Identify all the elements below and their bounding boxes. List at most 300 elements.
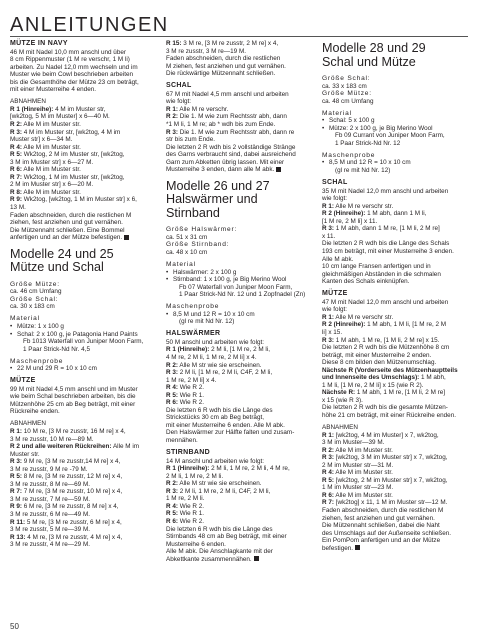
row-text: 1 M abh, 1 M re, [1 M li, 2 M re]: [355, 389, 446, 397]
size-label: Größe Schal:: [10, 295, 59, 303]
subheading-abnahmen: ABNAHMEN: [322, 424, 358, 432]
material-text: Halswärmer: 2 x 100 g: [173, 268, 237, 276]
row-instruction-cont: 3 M re zusstr, 3 M re—19 M.: [166, 47, 247, 55]
row-instruction: [166, 510, 314, 518]
size-label: Größe Stirnband:: [166, 241, 230, 249]
row-instruction: [322, 314, 472, 322]
row-label: R 2 und alle weiteren Rückreihen:: [10, 443, 112, 451]
row-text: Wie R 2.: [177, 502, 205, 510]
material-item-cont: Fb 07 Waterfall von Juniper Moon Farm,: [179, 283, 293, 291]
row-instruction-cont: 3 M re zusstr, 8 M re—69 M.: [10, 480, 91, 488]
row-instruction-cont: Muster str] x 6—34 M.: [10, 136, 73, 144]
size-value: ca. 51 x 31 cm: [166, 233, 208, 241]
row-text: 6 M re, [3 M re zusstr, 8 M re] x 4,: [21, 503, 119, 511]
gauge-label: Maschenprobe: [166, 303, 220, 311]
row-instruction: [166, 503, 314, 511]
text-line: arbeiten. Zu Nadel 12,0 mm wechseln und im: [10, 63, 138, 71]
text-line: Die Mützennaht schließen, dabei die Naht: [322, 522, 440, 530]
row-label: R 2 (Hinreihe):: [322, 321, 366, 329]
row-text: Alle M im Muster str.: [333, 446, 393, 454]
row-label: R 9:: [10, 196, 22, 204]
row-instruction: [10, 503, 158, 511]
row-instruction: [166, 488, 314, 496]
text-line: Ein PomPom anfertigen und an der Mütze: [322, 537, 441, 545]
row-label: R 4:: [166, 384, 178, 392]
row-instruction: [322, 321, 472, 329]
material-item-cont: Fb 1013 Waterfall von Juniper Moon Farm,: [23, 338, 144, 346]
row-text: Wie R 1.: [177, 391, 205, 399]
row-instruction-cont: 3 M re zusstr, 7 M re—59 M.: [10, 495, 91, 503]
size-value: ca. 48 cm Umfang: [322, 97, 374, 105]
row-instruction-cont: Muster str.: [10, 450, 40, 458]
row-text: Die 1. M wie zum Rechtsstr abh, dann: [177, 113, 287, 121]
bullet-icon: •: [166, 268, 169, 276]
section-title-schal: SCHAL: [166, 82, 192, 90]
row-instruction: [10, 189, 158, 197]
text-line: 99 M mit Nadel 4,5 mm anschl und im Muster: [10, 385, 138, 393]
row-instruction: [166, 40, 314, 48]
section-title-halswaermer: HALSWÄRMER: [166, 330, 221, 338]
row-text: 1 M abh, 1 M li, [1 M re, 2 M: [365, 321, 447, 329]
text-line: 47 M mit Nadel 12,0 mm anschl und arbeiten: [322, 298, 449, 306]
model-heading-line: Modelle 28 und 29: [322, 41, 426, 55]
text-line: mennähen.: [166, 437, 198, 445]
row-label: R 4:: [10, 143, 22, 151]
row-label: R 2:: [322, 446, 334, 454]
row-label: R 7:: [10, 488, 22, 496]
material-text: Schal: 5 x 100 g: [329, 117, 375, 125]
text-line: ziehen, fest anziehen und gut vernähen.: [10, 219, 123, 227]
size-label: Größe Mütze:: [322, 90, 372, 98]
row-text: 2 M li, [1 M re, 2 M li,: [209, 346, 270, 354]
row-label: R 13:: [10, 533, 26, 541]
text-line: Die Mützennaht schließen. Eine Bommel: [10, 226, 125, 234]
size-label: Größe Schal:: [322, 75, 371, 82]
row-instruction: [10, 121, 158, 129]
material-label: Material: [322, 109, 352, 117]
text-line: gleichmäßigen Abständen in die schmalen: [322, 270, 441, 278]
row-label: R 5:: [10, 151, 22, 159]
row-instruction: [166, 369, 314, 377]
material-item-cont: 1 Paar Strick-Nd Nr. 12: [335, 139, 401, 147]
row-label: R 1 (Hinreihe):: [166, 346, 210, 354]
row-text: Wie R 2.: [177, 399, 205, 407]
text-line: 14 M anschl und arbeiten wie folgt:: [166, 457, 265, 465]
size-value: ca. 46 cm Umfang: [10, 288, 62, 296]
model-heading-24-25: [10, 248, 158, 275]
bullet-icon: •: [166, 310, 169, 318]
row-label: R 3:: [10, 458, 22, 466]
row-instruction-cont: 1 M im Muster str—23 M.: [322, 484, 394, 492]
row-instruction-cont: 2 M im Muster str] x 6—20 M.: [10, 181, 94, 189]
text-line-content: anfertigen und an der Mütze befestigen.: [10, 234, 123, 242]
end-square-icon: [254, 556, 259, 561]
row-label: R 7:: [322, 499, 334, 507]
text-line: Mützenhöhe 25 cm ab Beg beträgt, mit einer: [10, 400, 136, 408]
row-instruction-cont: [wk2tog, 5 M im Muster] x 6—40 M.: [10, 113, 110, 121]
row-text: [wk2tog, 3 M im Muster str] x 7, wk2tog,: [333, 454, 448, 462]
model-heading-line: Modelle 26 und 27: [166, 178, 270, 193]
text-line: höhe 21 cm beträgt, mit einer Rückreihe enden.: [322, 411, 456, 419]
row-instruction: [322, 210, 472, 218]
row-instruction: [10, 519, 158, 527]
text-line: Musterreihe 6 enden.: [166, 540, 226, 548]
section-title-stirnband: STIRNBAND: [166, 449, 210, 457]
row-label: R 15:: [166, 40, 182, 47]
text-line: mit einer Musterreihe 6 enden. Alle M abk.: [166, 421, 285, 429]
text-line: mit einer Musterreihe 4 enden.: [10, 86, 97, 94]
bullet-icon: •: [10, 322, 13, 330]
row-text: Die 1. M wie zum Rechtsstr abh, dann re: [177, 128, 295, 136]
row-label: R 7:: [10, 173, 22, 181]
size-value: ca. 33 x 183 cm: [322, 82, 367, 90]
row-label: R 1:: [166, 105, 178, 113]
row-instruction: [166, 399, 314, 407]
row-text: 2 M li, 1 M re, 2 M li, 4 M re,: [209, 465, 290, 473]
row-instruction-cont: 2 M im Muster str—31 M.: [322, 461, 394, 469]
row-label: R 5:: [166, 510, 178, 518]
row-label: R 3:: [166, 487, 178, 495]
row-instruction: [10, 458, 158, 466]
section-title-schal: SCHAL: [322, 179, 348, 187]
row-instruction: [322, 477, 472, 485]
text-line: Faden abschneiden, durch die restlichen M: [322, 507, 444, 515]
section-title-muetze: MÜTZE: [322, 290, 348, 298]
gauge-label: Maschenprobe: [10, 357, 64, 365]
row-label: R 8:: [10, 188, 22, 196]
row-text: 2 M li, 1 M re, 2 M li, C4F, 2 M li,: [177, 487, 271, 495]
text-line: 193 cm beträgt, mit einer Musterreihe 3 enden.: [322, 247, 454, 255]
row-label: R 11:: [10, 518, 26, 526]
text-line: Alle M abk.: [322, 255, 354, 263]
text-line: Den Halswärmer zur Hälfte falten und zusam-: [166, 429, 295, 437]
text-line: [166, 166, 314, 174]
row-label: R 2 (Hinreihe):: [322, 210, 366, 218]
row-instruction-cont: x 15 (wie R 3).: [322, 396, 363, 404]
text-line: [166, 556, 314, 564]
row-instruction: [10, 166, 158, 174]
text-line: 35 M mit Nadel 12,0 mm anschl und arbeiten: [322, 187, 449, 195]
row-text: Alle M re verschr str.: [333, 313, 394, 321]
row-label: R 4:: [322, 469, 334, 477]
row-text: Alle M re verschr.: [177, 105, 229, 113]
text-line: Die letzten 2 R wdh bis die gesamte Mützen-: [322, 404, 448, 412]
text-line: Die letzten 6 R wdh bis die Länge des: [166, 406, 273, 414]
text-line: [322, 545, 472, 553]
row-instruction: [10, 144, 158, 152]
material-text: Schal: 2 x 100 g, je Patagonia Hand Paints: [17, 330, 138, 338]
model-heading-line: Modelle 24 und 25: [10, 246, 114, 261]
row-instruction: [322, 374, 472, 382]
row-text: Alle M im Muster str.: [21, 166, 81, 174]
text-line: 50 M anschl und arbeiten wie folgt:: [166, 338, 265, 346]
column-1: [10, 40, 158, 549]
row-text: Alle M im Muster str.: [21, 188, 81, 196]
row-instruction: [322, 492, 472, 500]
text-line: Die letzten 2 R wdh bis 2 vollständige Stränge: [166, 143, 296, 151]
row-instruction: [10, 428, 158, 436]
text-line-content: Musterreihe 3 enden, dann alle M abk.: [166, 166, 275, 174]
text-line: bis die Gesamthöhe der Mütze 23 cm beträgt,: [10, 78, 139, 86]
text-line: Faden abschneiden, durch die restlichen M: [10, 211, 132, 219]
row-text: 8 M re, [3 M re zusstr, 12 M re] x 4,: [21, 473, 123, 481]
end-square-icon: [276, 167, 281, 172]
row-instruction: [166, 129, 314, 137]
row-instruction: [10, 151, 158, 159]
row-instruction: [166, 113, 314, 121]
text-line: Die letzten 2 R wdh bis die Länge des Schals: [322, 240, 450, 248]
row-instruction: [322, 499, 472, 507]
row-text: 4 M re, [3 M re zusstr, 4 M re] x 4,: [25, 533, 123, 541]
row-text: Alle M im Muster str.: [333, 469, 393, 477]
row-instruction: [10, 106, 158, 114]
row-instruction: [322, 454, 472, 462]
row-instruction: [166, 480, 314, 488]
text-line: Muster wie beim Cowl beschrieben arbeiten: [10, 71, 134, 79]
row-text: Wk2tog, [wk2tog, 1 M im Muster str] x 6,: [21, 196, 137, 204]
row-text: 5 M re, [3 M re zusstr, 6 M re] x 4,: [25, 518, 122, 526]
text-line: Faden abschneiden, durch die restlichen: [166, 55, 281, 63]
text-line: Kanten des Schals einknüpfen.: [322, 278, 410, 286]
row-text: 1 M abh,: [419, 374, 446, 382]
row-label: R 1:: [322, 313, 334, 321]
row-instruction: [10, 473, 158, 481]
text-line: 67 M mit Nadel 4,5 mm anschl und arbeiten: [166, 90, 289, 98]
row-label: R 1 (Hinreihe):: [10, 105, 54, 113]
row-instruction-cont: [1 M re, 2 M li] x 11.: [322, 217, 378, 225]
row-instruction: [10, 129, 158, 137]
model-heading-26-27: [166, 180, 314, 221]
row-label: R 3:: [322, 336, 334, 344]
size-value: ca. 48 x 10 cm: [166, 248, 208, 256]
text-line: 10 cm lange Fransen anfertigen und in: [322, 263, 431, 271]
row-text: [wk2tog, 2 M im Muster str] x 7, wk2tog,: [333, 476, 448, 484]
size-value: ca. 30 x 183 cm: [10, 303, 55, 311]
section-title-muetze-navy: MÜTZE IN NAVY: [10, 40, 68, 47]
row-text: 2 M li, [1 M re, 2 M li, C4F, 2 M li,: [177, 369, 273, 377]
row-text: Alle M str wie sie erscheinen.: [177, 480, 262, 488]
row-label: R 2:: [166, 113, 178, 121]
text-line: wie folgt:: [322, 306, 348, 314]
bullet-icon: •: [166, 276, 169, 284]
text-line: Stirnbands 48 cm ab Beg beträgt, mit einer: [166, 533, 287, 541]
text-line: 8 cm Rippenmuster (1 M re verschr, 1 M li): [10, 56, 130, 64]
text-line: ziehen, fest anziehen und gut vernähen.: [322, 514, 435, 522]
row-instruction-cont: li] x 15.: [322, 328, 343, 336]
row-text: 4 M im Muster str, [wk2tog, 4 M im: [21, 128, 121, 136]
row-text: Wie R 2.: [177, 517, 205, 525]
row-label: Nächste R (Vorderseite des Mützenhauptteils: [322, 366, 458, 374]
row-instruction: [166, 465, 314, 473]
row-instruction: [322, 432, 472, 440]
row-text: 1 M abh, dann 1 M re, [1 M li, 2 M re]: [333, 225, 440, 233]
row-label: R 5:: [166, 391, 178, 399]
row-text: 9 M re, [3 M re zusstr,14 M re] x 4,: [21, 458, 121, 466]
text-line: Die letzten 6 R wdh bis die Länge des: [166, 525, 273, 533]
subheading-abnahmen: ABNAHMEN: [10, 98, 46, 106]
text-line: des Umschlags auf der Außenseite schließen.: [322, 529, 452, 537]
subheading-abnahmen: ABNAHMEN: [10, 420, 46, 428]
row-instruction-cont: 3 M im Muster—39 M.: [322, 439, 385, 447]
row-instruction-cont: 3 M re zusstr, 9 M re -79 M.: [10, 465, 88, 473]
row-label: R 9:: [10, 503, 22, 511]
row-label: R 2:: [166, 361, 178, 369]
row-instruction: [166, 362, 314, 370]
model-heading-line: Halswärmer und Stirnband: [166, 192, 258, 220]
gauge-item: [322, 159, 472, 167]
row-text: Alle M im Muster str.: [333, 491, 393, 499]
row-label: R 1 (Hinreihe):: [166, 465, 210, 473]
row-label: R 5:: [322, 476, 334, 484]
row-instruction: [166, 106, 314, 114]
row-text: Wie R 2.: [177, 384, 205, 392]
row-instruction: [166, 384, 314, 392]
end-square-icon: [124, 235, 129, 240]
row-label: R 3:: [166, 369, 178, 377]
material-item: [10, 323, 158, 331]
bullet-icon: •: [10, 365, 13, 373]
row-instruction-cont: 4 M re, 2 M li, 1 M re, 2 M li] x 4.: [166, 354, 257, 361]
column-2: [166, 40, 314, 563]
material-text: Mütze: 1 x 100 g: [17, 322, 64, 330]
row-label: R 5:: [10, 473, 22, 481]
size-label: Größe Mütze:: [10, 280, 60, 288]
text-line-content: Abkettkante zusammennähen.: [166, 555, 252, 563]
text-line: beträgt, mit einer Musterreihe 2 enden.: [322, 351, 432, 359]
row-instruction: [10, 534, 158, 542]
row-label: R 1:: [322, 202, 334, 210]
row-text: Wk2tog, 1 M im Muster str, [wk2tog,: [21, 173, 125, 181]
row-instruction: [10, 488, 158, 496]
row-text: Alle M im: [111, 443, 140, 451]
end-square-icon: [355, 545, 360, 550]
gauge-text: 8,5 M und 12 R = 10 x 10 cm: [173, 310, 255, 318]
row-label: R 3:: [166, 128, 178, 136]
row-instruction-cont: 1 M re, 2 M li] x 4.: [166, 376, 217, 384]
row-instruction-cont: 3 M im Muster str] x 6—27 M.: [10, 158, 94, 166]
text-line: M ziehen, fest anziehen und gut vernähen.: [166, 62, 286, 70]
text-line: [10, 234, 158, 242]
material-item: [322, 117, 472, 125]
row-instruction-cont: 2 M li, 1 M re, 2 M li.: [166, 472, 224, 480]
row-instruction-cont: *1 M li, 1 M re; ab * wdh bis zum Ende.: [166, 120, 276, 128]
row-instruction-cont: 13 M.: [10, 203, 26, 211]
material-label: Material: [166, 260, 196, 268]
text-line: Rückreihe enden.: [10, 408, 60, 416]
row-text: Wk2tog, 2 M im Muster str, [wk2tog,: [21, 151, 125, 159]
row-instruction-cont: 3 M re zusstr, 5 M re—39 M.: [10, 526, 91, 534]
bullet-icon: •: [322, 124, 325, 132]
material-item: [166, 276, 314, 284]
row-text: 1 M abh, dann 1 M li,: [365, 210, 427, 218]
size-label: Größe Halswärmer:: [166, 226, 238, 234]
column-3: [322, 40, 472, 552]
text-line: Garn zum Abketten übrig lassen. Mit einer: [166, 158, 285, 166]
row-instruction: [322, 203, 472, 211]
row-text: 7 M re, [3 M re zusstr, 10 M re] x 4,: [21, 488, 123, 496]
row-label: R 1:: [322, 431, 334, 439]
row-text: [wk2tog] x 11, 1 M im Muster str—12 M.: [333, 499, 448, 507]
text-line: Die letzten 2 R wdh bis die Mützenhöhe 8 cm: [322, 344, 450, 352]
row-instruction-cont: 3 M re zusstr, 4 M re—29 M.: [10, 541, 91, 549]
bullet-icon: •: [322, 159, 325, 167]
section-title-muetze: MÜTZE: [10, 377, 36, 385]
text-line: Alle M abk. Die Anschlagkante mit der: [166, 548, 273, 556]
row-label: und Innenseite des Umschlags):: [322, 374, 420, 382]
row-text: Alle M str wie sie erscheinen.: [177, 361, 262, 369]
row-instruction: [10, 443, 158, 451]
row-text: [wk2tog, 4 M im Muster] x 7, wk2tog,: [333, 431, 439, 439]
material-label: Material: [10, 315, 40, 323]
bullet-icon: •: [322, 117, 325, 125]
row-instruction: [322, 469, 472, 477]
row-label: R 6:: [322, 491, 334, 499]
row-instruction: [322, 389, 472, 397]
gauge-label: Maschenprobe: [322, 151, 376, 159]
row-instruction-cont: 3 M re zusstr, 10 M re—89 M.: [10, 435, 94, 443]
model-heading-line: Schal und Mütze: [322, 54, 416, 69]
text-line: 46 M mit Nadel 10,0 mm anschl und über: [10, 48, 127, 56]
material-text: Mütze: 2 x 100 g, je Big Merino Wool: [329, 124, 433, 132]
text-line: Die rückwärtige Mützennaht schließen.: [166, 70, 276, 78]
row-label: Nächste R:: [322, 389, 356, 397]
row-text: 3 M re, [3 M re zusstr, 2 M re] x 4,: [181, 40, 279, 47]
row-label: R 6:: [10, 166, 22, 174]
row-instruction: [166, 392, 314, 400]
bullet-icon: •: [10, 330, 13, 338]
row-instruction-cont: 1 M re, 2 M li.: [166, 495, 205, 503]
row-label: R 2:: [10, 120, 22, 128]
row-instruction: [166, 346, 314, 354]
row-label: R 6:: [166, 399, 178, 407]
model-heading-line: Mütze und Schal: [10, 260, 104, 275]
row-label: R 3:: [322, 454, 334, 462]
row-instruction: [10, 196, 158, 204]
row-label: R 4:: [166, 502, 178, 510]
material-item-cont: 1 Paar Strick-Nd Nr. 12 und 1 Zopfnadel (Zn): [179, 291, 306, 299]
row-instruction: [322, 225, 472, 233]
row-text: 1 M abh, 1 M re, [1 M li, 2 M re] x 15.: [333, 336, 440, 344]
text-line: Diese 8 cm bilden den Mützenumschlag.: [322, 359, 437, 367]
material-text: Stirnband: 1 x 100 g, je Big Merino Wool: [173, 276, 287, 284]
row-instruction-cont: str bis zum Ende.: [166, 136, 216, 144]
row-instruction: [322, 337, 472, 345]
text-line: des Garns verbraucht sind, dabei ausreichend: [166, 151, 296, 159]
row-instruction: [166, 518, 314, 526]
page-title: ANLEITUNGEN: [10, 14, 169, 36]
row-instruction-cont: x 11.: [322, 232, 336, 240]
text-line: wie beim Schal beschrieben arbeiten, bis die: [10, 393, 136, 401]
row-text: Alle M im Muster str.: [21, 143, 81, 151]
row-label: R 3:: [10, 128, 22, 136]
row-text: Alle M re verschr str.: [333, 202, 394, 210]
material-item: [10, 331, 158, 339]
text-line: Strickstücks 30 cm ab Beg beträgt,: [166, 414, 265, 422]
row-text: Alle M im Muster str.: [21, 120, 81, 128]
gauge-item-cont: (gl re mit Nd Nr. 12): [179, 318, 235, 326]
row-label: R 1:: [10, 428, 22, 436]
row-label: R 2:: [166, 480, 178, 488]
gauge-item-cont: (gl re mit Nd Nr. 12): [335, 167, 391, 175]
gauge-item: [166, 311, 314, 319]
gauge-text: 22 M und 29 R = 10 x 10 cm: [17, 365, 97, 373]
row-instruction: [10, 174, 158, 182]
material-item: [322, 125, 472, 133]
row-instruction: [322, 447, 472, 455]
text-line: wie folgt:: [166, 98, 192, 106]
page-number: 50: [10, 622, 19, 631]
text-line: wie folgt:: [322, 195, 348, 203]
